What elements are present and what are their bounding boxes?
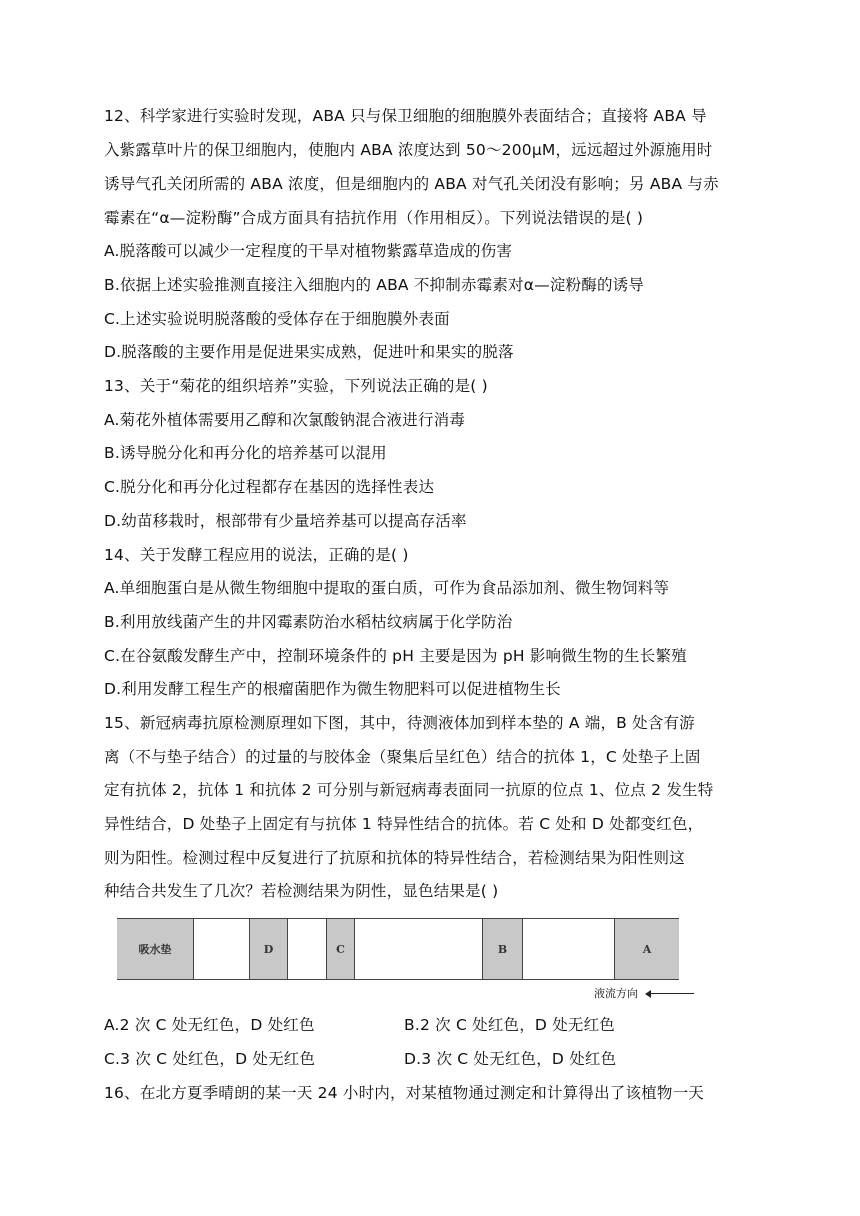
test-strip-diagram (117, 918, 679, 980)
strip-gap-cell (193, 919, 249, 979)
q13-option-c: C.脱分化和再分化过程都存在基因的选择性表达 (104, 478, 435, 496)
zone-b-cell: B (482, 919, 522, 979)
q15-stem-line-2: 离（不与垫子结合）的过量的与胶体金（聚集后呈红色）结合的抗体 1，C 处垫子上固 (104, 748, 701, 766)
q15-option-a: A.2 次 C 处无红色，D 处红色 (104, 1016, 315, 1034)
zone-a-cell: A (614, 919, 679, 979)
q14-option-d: D.利用发酵工程生产的根瘤菌肥作为微生物肥料可以促进植物生长 (104, 680, 561, 698)
q12-option-c: C.上述实验说明脱落酸的受体存在于细胞膜外表面 (104, 310, 450, 328)
q12-option-d: D.脱落酸的主要作用是促进果实成熟，促进叶和果实的脱落 (104, 343, 514, 361)
q15-stem-line-5: 则为阳性。检测过程中反复进行了抗原和抗体的特异性结合，若检测结果为阳性则这 (104, 849, 685, 867)
zone-c-cell: C (326, 919, 354, 979)
q14-option-c: C.在谷氨酸发酵生产中，控制环境条件的 pH 主要是因为 pH 影响微生物的生长繁殖 (104, 647, 687, 665)
q14-option-b: B.利用放线菌产生的井冈霉素防治水稻枯纹病属于化学防治 (104, 613, 513, 631)
q13-option-d: D.幼苗移栽时，根部带有少量培养基可以提高存活率 (104, 512, 467, 530)
absorbent-pad-cell: 吸水垫 (117, 919, 193, 979)
strip-gap-cell (287, 919, 326, 979)
flow-direction-label: 液流方向 (594, 987, 638, 1000)
q14-stem: 14、关于发酵工程应用的说法，正确的是( ) (104, 546, 409, 564)
q12-option-a: A.脱落酸可以减少一定程度的干旱对植物紫露草造成的伤害 (104, 242, 513, 260)
q13-option-a: A.菊花外植体需要用乙醇和次氯酸钠混合液进行消毒 (104, 411, 466, 429)
q13-option-b: B.诱导脱分化和再分化的培养基可以混用 (104, 444, 387, 462)
q16-stem: 16、在北方夏季晴朗的某一天 24 小时内，对某植物通过测定和计算得出了该植物一天 (104, 1084, 705, 1102)
q12-stem-line-1: 12、科学家进行实验时发现，ABA 只与保卫细胞的细胞膜外表面结合；直接将 ABA 导 (104, 107, 707, 125)
q15-stem-line-1: 15、新冠病毒抗原检测原理如下图，其中，待测液体加到样本垫的 A 端，B 处含有游 (104, 714, 695, 732)
q15-option-b: B.2 次 C 处红色，D 处无红色 (404, 1016, 615, 1034)
q15-stem-line-4: 异性结合，D 处垫子上固定有与抗体 1 特异性结合的抗体。若 C 处和 D 处都变红色， (104, 815, 704, 833)
strip-gap-cell (522, 919, 614, 979)
q15-stem-line-3: 定有抗体 2，抗体 1 和抗体 2 可分别与新冠病毒表面同一抗原的位点 1、位点 2 发生特 (104, 781, 714, 799)
flow-arrow-icon (645, 990, 651, 998)
q13-stem: 13、关于“菊花的组织培养”实验，下列说法正确的是( ) (104, 377, 488, 395)
q15-option-d: D.3 次 C 处无红色，D 处红色 (404, 1050, 617, 1068)
strip-gap-cell (354, 919, 482, 979)
q12-option-b: B.依据上述实验推测直接注入细胞内的 ABA 不抑制赤霉素对α—淀粉酶的诱导 (104, 276, 645, 294)
q12-stem-line-3: 诱导气孔关闭所需的 ABA 浓度，但是细胞内的 ABA 对气孔关闭没有影响；另 ABA 与赤 (104, 175, 719, 193)
q15-option-c: C.3 次 C 处红色，D 处无红色 (104, 1050, 316, 1068)
zone-d-cell: D (249, 919, 287, 979)
q15-stem-line-6: 种结合共发生了几次？若检测结果为阴性，显色结果是( ) (104, 882, 499, 900)
q12-stem-line-4: 霉素在“α—淀粉酶”合成方面具有拮抗作用（作用相反）。下列说法错误的是( ) (104, 209, 644, 227)
q14-option-a: A.单细胞蛋白是从微生物细胞中提取的蛋白质，可作为食品添加剂、微生物饲料等 (104, 579, 670, 597)
q12-stem-line-2: 入紫露草叶片的保卫细胞内，使胞内 ABA 浓度达到 50～200μM，远远超过外源施用时 (104, 141, 713, 159)
flow-arrow-shaft (648, 993, 694, 994)
